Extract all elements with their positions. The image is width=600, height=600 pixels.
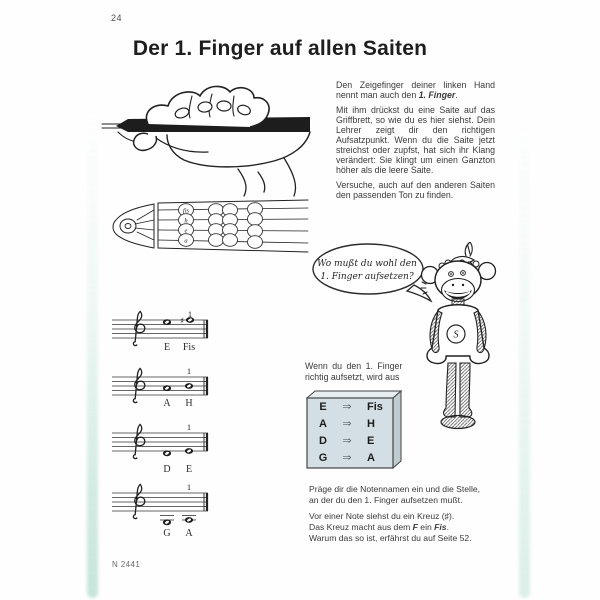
- fingerboard-label-a: a: [184, 237, 188, 245]
- intro-text: [336, 80, 495, 205]
- whole-note: [185, 448, 193, 454]
- footer-paragraph-1: [309, 484, 495, 506]
- string-name: A: [319, 417, 327, 430]
- mapping-row: [307, 449, 393, 466]
- footer-seite-line: Warum das so ist, erfährst du auf Seite 52.: [309, 533, 472, 543]
- catalog-number: N 2441: [112, 560, 141, 569]
- fingering-number: 1: [187, 309, 193, 319]
- monkey-illustration: [420, 242, 505, 434]
- bubble-line-2: 1. Finger aufsetzen?: [320, 272, 414, 282]
- whole-note: [163, 519, 171, 525]
- double-arrow-icon: ⇒: [342, 418, 352, 430]
- whole-note: [163, 385, 171, 391]
- staff-g-a: [104, 479, 216, 541]
- result-note: H: [367, 417, 375, 430]
- mapping-row: [307, 415, 393, 432]
- intro-paragraph-2: Mit ihm drückst du eine Saite auf das Griffbrett, so wie du es hier siehst. Dein Lehrer zeigt dir den richtigen Aufsatzpunkt. Wenn du die Saite jetzt streichst oder zupfst, hat sich ihr Klang verändert: Sie klingt um einen Ganzton höher als die leere Saite.: [336, 105, 495, 176]
- treble-clef-icon: [133, 484, 144, 518]
- note-name: E: [163, 342, 171, 353]
- sharp-glyph: ♯: [444, 511, 449, 521]
- footer-p2-close: ).: [448, 511, 455, 521]
- pegbox-outline: [113, 204, 154, 248]
- whole-note: [163, 450, 171, 456]
- fingering-number: 1: [186, 366, 192, 376]
- fingering-number: 1: [186, 422, 192, 432]
- feet: [441, 416, 475, 429]
- staff-d-e: [104, 419, 216, 477]
- mapping-caption-line-2: richtig aufsetzt, wird aus: [305, 371, 400, 382]
- staff-a-h: [104, 363, 216, 415]
- treble-clef-icon: [133, 368, 144, 402]
- neck-outline: [167, 132, 310, 167]
- box-side-face: [393, 391, 401, 468]
- fingerboard-label-h: h: [184, 217, 188, 225]
- badge-letter: S: [453, 329, 459, 341]
- staff-lines: [112, 493, 208, 511]
- footer-paragraph-2: [309, 511, 495, 544]
- result-note: A: [367, 451, 375, 464]
- double-arrow-icon: ⇒: [342, 435, 352, 447]
- mapping-row: [307, 398, 393, 415]
- staff-lines: [112, 377, 208, 395]
- staff-lines: [112, 320, 208, 338]
- string-name: D: [319, 434, 327, 447]
- result-note: E: [367, 434, 375, 447]
- whole-note: [163, 319, 171, 325]
- thumb: [134, 133, 157, 150]
- feather-icon: [465, 242, 472, 256]
- footer-p3-period: .: [446, 522, 449, 532]
- note-name: G: [163, 528, 171, 539]
- whole-note: [185, 517, 193, 523]
- intro-p1-period: .: [455, 90, 458, 101]
- mapping-caption: [305, 361, 402, 383]
- mapping-rows: [307, 398, 393, 466]
- string-name: E: [319, 400, 327, 413]
- footer-p3-text: Das Kreuz macht aus dem: [309, 522, 413, 532]
- note-name: Fis: [182, 342, 196, 353]
- right-leg: [460, 363, 472, 417]
- first-finger-term: 1. Finger: [418, 90, 456, 101]
- fingerboard-diagram: [108, 196, 313, 268]
- scroll-curl: [120, 219, 136, 233]
- scroll-curl-center: [125, 224, 131, 229]
- left-leg: [444, 363, 456, 417]
- staff-lines: [112, 433, 208, 451]
- treble-clef-icon: [133, 311, 144, 345]
- staff-e-fis: [104, 306, 216, 358]
- intro-paragraph-1: [336, 80, 495, 100]
- note-name: A: [185, 528, 193, 539]
- result-note: Fis: [367, 400, 383, 413]
- note-fis-term: Fis: [434, 522, 447, 532]
- thumb-web-line: [156, 138, 208, 152]
- note-name: E: [185, 464, 193, 475]
- fingering-number: 1: [186, 482, 192, 492]
- nut-lines: [154, 203, 158, 248]
- speech-bubble: [310, 241, 434, 307]
- bubble-line-1: Wo mußt du wohl den: [317, 259, 417, 269]
- wrist-lines: [238, 158, 296, 196]
- intro-paragraph-3: Versuche, auch auf den anderen Saiten den passenden Ton zu finden.: [336, 180, 495, 201]
- whole-note: [185, 383, 193, 389]
- note-name: A: [163, 398, 171, 409]
- footer-text: [309, 484, 495, 544]
- sharp-sign: ♯: [179, 316, 185, 327]
- mapping-caption-line-1: Wenn du den 1. Finger: [305, 361, 403, 371]
- footer-p1-line-2: an der du den 1. Finger aufsetzen mußt.: [309, 495, 463, 505]
- footer-p1-line-1: Präge dir die Notennamen ein und die Stelle,: [309, 484, 481, 494]
- hand-on-fingerboard-illustration: [88, 82, 323, 197]
- box-top-face: [307, 391, 401, 398]
- fingerboard-label-e: e: [184, 227, 188, 235]
- double-arrow-icon: ⇒: [342, 401, 352, 413]
- note-name: H: [185, 398, 193, 409]
- string-name: G: [318, 451, 328, 464]
- double-arrow-icon: ⇒: [342, 452, 352, 464]
- speech-bubble-body: [313, 244, 423, 294]
- sparkle-marks: [421, 282, 427, 294]
- footer-kreuz-line: [309, 522, 495, 533]
- note-f-term: F: [412, 522, 418, 532]
- note-name: D: [163, 464, 171, 475]
- fingerboard-label-fis: fis: [182, 207, 190, 215]
- mapping-row: [307, 432, 393, 449]
- strings-into-pegbox: [135, 210, 154, 240]
- page-edge-tint-right: [519, 110, 530, 598]
- page-number: 24: [111, 13, 123, 23]
- treble-clef-icon: [133, 424, 144, 458]
- finger-position-circles: [179, 203, 263, 249]
- footer-sharp-line: [309, 511, 495, 522]
- page-title: Der 1. Finger auf allen Saiten: [132, 37, 428, 60]
- footer-p2-text: Vor einer Note siehst du ein Kreuz (: [309, 511, 445, 521]
- footer-p3-mid: ein: [417, 522, 435, 532]
- intro-p1-text: Den Zeigefinger deiner linken Hand nennt man auch den: [336, 80, 495, 101]
